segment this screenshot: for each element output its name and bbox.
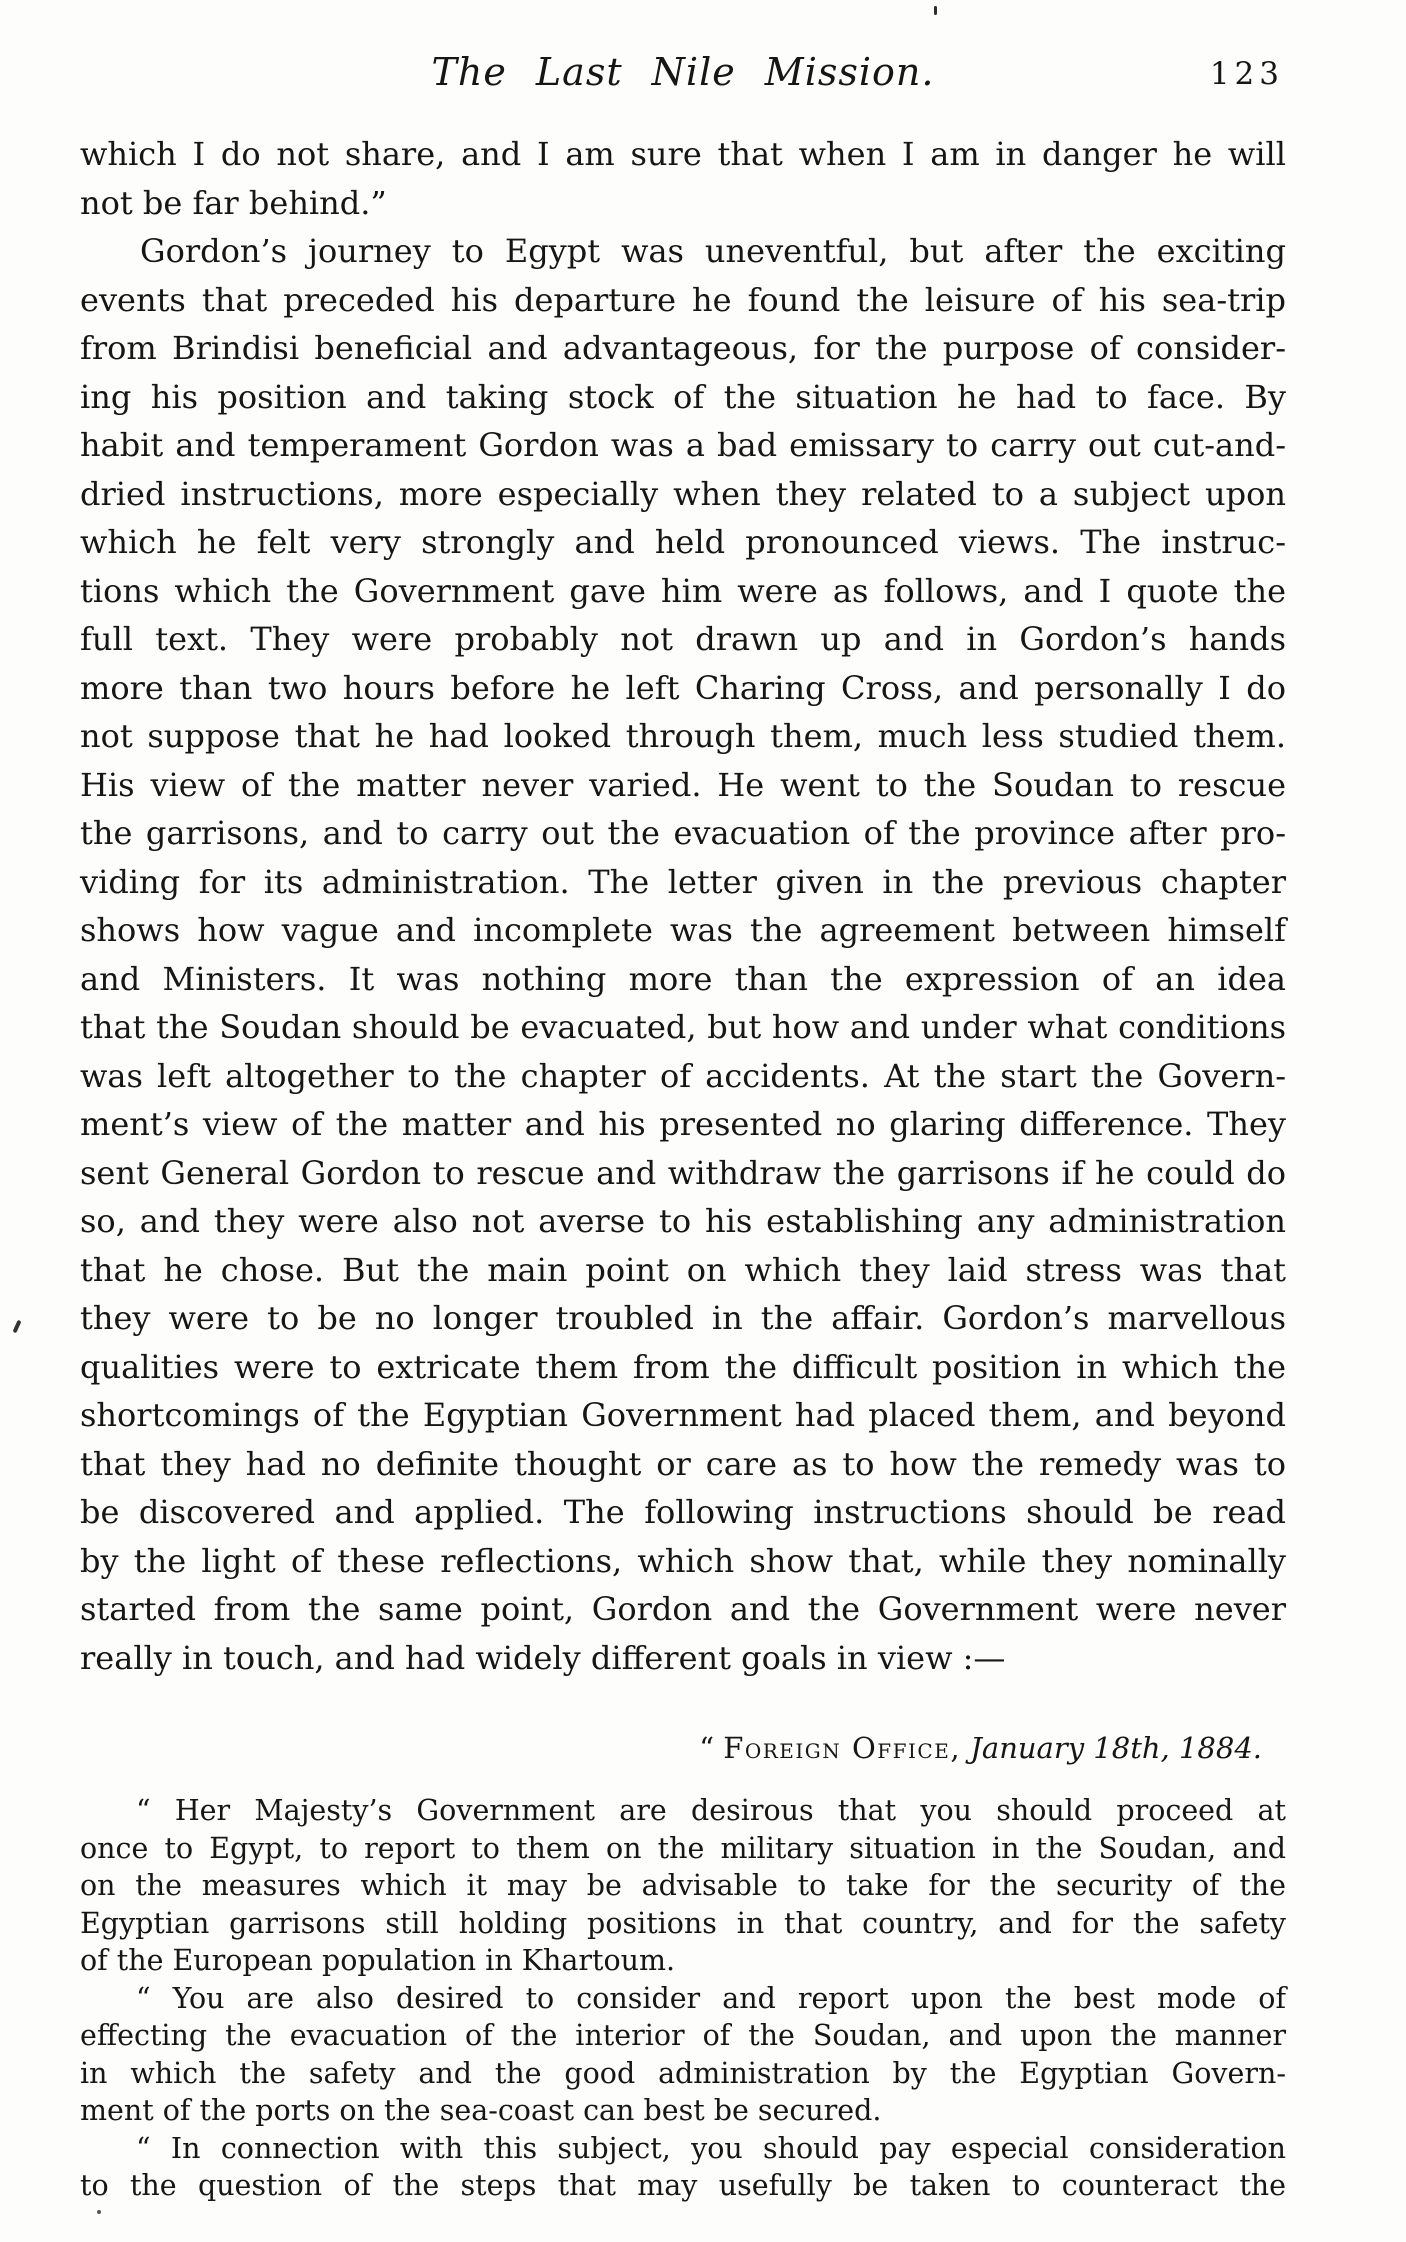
text-line: which I do not share, and I am sure that when I am in danger he will [80,135,1286,173]
text-line: so, and they were also not averse to his establishing any administration [80,1202,1286,1240]
text-line: which he felt very strongly and held pronounced views. The instruc- [80,523,1286,561]
text-line: ment of the ports on the sea-coast can best be secured. [80,2094,882,2127]
text-line: shortcomings of the Egyptian Government had placed them, and beyond [80,1396,1286,1434]
text-line: they were to be no longer troubled in the affair. Gordon’s marvellous [80,1299,1286,1337]
text-line: full text. They were probably not drawn up and in Gordon’s hands [80,620,1286,658]
body-text [80,130,1286,1682]
text-line: “ You are also desired to consider and report upon the best mode of [136,1981,1286,2015]
text-line: be discovered and applied. The following instructions should be read [80,1493,1286,1531]
running-title: The Last Nile Mission. [431,50,935,94]
text-line: shows how vague and incomplete was the agreement between himself [80,911,1286,949]
text-line: in which the safety and the good administration by the Egyptian Govern- [80,2056,1286,2090]
text-line: His view of the matter never varied. He went to the Soudan to rescue [80,765,1286,804]
text-line: Egyptian garrisons still holding positions in that country, and for the safety [80,1906,1286,1940]
text-line: “ In connection with this subject, you should pay especial consideration [136,2131,1286,2165]
text-line: events that preceded his departure he found the leisure of his sea-trip [80,280,1286,319]
text-line: on the measures which it may be advisable to take for the security of the [80,1869,1286,1902]
text-line: started from the same point, Gordon and the Government were never [80,1590,1286,1628]
text-line: from Brindisi beneficial and advantageous, for the purpose of consider- [80,329,1286,367]
text-line: and Ministers. It was nothing more than the expression of an idea [80,959,1286,998]
text-line: that the Soudan should be evacuated, but how and under what conditions [80,1008,1286,1046]
text-line: not be far behind.” [80,183,387,222]
text-line: Gordon’s journey to Egypt was uneventful, but after the exciting [140,232,1286,270]
open-quote-mark: “ [699,1731,724,1765]
letter-text [80,1792,1286,2205]
letter-dateline [80,1728,1286,1768]
text-line: was left altogether to the chapter of accidents. At the start the Govern- [80,1056,1286,1095]
scan-speck [13,1320,22,1334]
text-line: that they had no definite thought or care as to how the remedy was to [80,1444,1286,1483]
text-line: the garrisons, and to carry out the evacuation of the province after pro- [80,814,1286,852]
text-line: sent General Gordon to rescue and withdraw the garrisons if he could do [80,1153,1286,1192]
text-column [80,50,1286,2205]
text-line: not suppose that he had looked through them, much less studied them. [80,717,1286,755]
text-line: more than two hours before he left Charing Cross, and personally I do [80,668,1286,707]
page-number: 123 [1209,56,1284,92]
text-line: of the European population in Khartoum. [80,1944,676,1977]
text-line: tions which the Government gave him were as follows, and I quote the [80,571,1286,610]
text-line: that he chose. But the main point on which they laid stress was that [80,1250,1286,1289]
text-line: viding for its administration. The letter given in the previous chapter [80,862,1286,901]
page-header [80,50,1286,102]
text-line: to the question of the steps that may usefully be taken to counteract the [80,2169,1286,2202]
text-line: dried instructions, more especially when they related to a subject upon [80,474,1286,513]
text-line: by the light of these reflections, which show that, while they nominally [80,1541,1286,1580]
text-line: “ Her Majesty’s Government are desirous that you should proceed at [136,1794,1286,1827]
scan-speck [934,6,937,15]
text-line: really in touch, and had widely different goals in view :— [80,1638,1006,1677]
text-line: habit and temperament Gordon was a bad emissary to carry out cut-and- [80,426,1286,464]
text-line: effecting the evacuation of the interior of the Soudan, and upon the manner [80,2019,1286,2052]
scan-speck [97,2210,101,2214]
letter-date: January 18th, 1884. [970,1731,1262,1765]
letter-office-name: Foreign Office, [723,1731,962,1765]
text-line: qualities were to extricate them from the difficult position in which the [80,1347,1286,1386]
text-line: ment’s view of the matter and his presented no glaring difference. They [80,1105,1286,1143]
text-line: ing his position and taking stock of the situation he had to face. By [80,377,1286,416]
text-line: once to Egypt, to report to them on the military situation in the Soudan, and [80,1831,1286,1865]
